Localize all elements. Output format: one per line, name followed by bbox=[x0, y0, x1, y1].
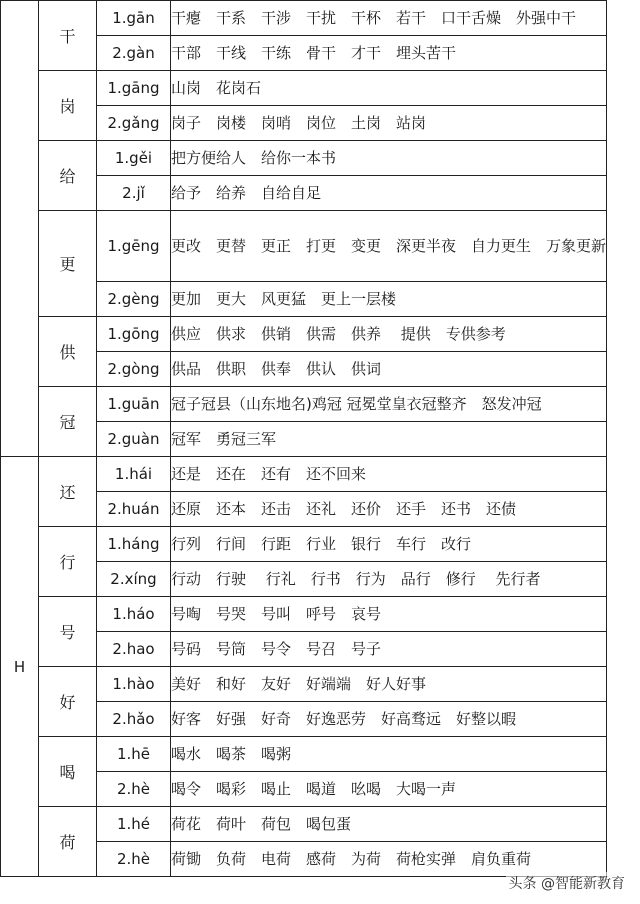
pinyin-reading: 2.hè bbox=[97, 842, 171, 877]
example-words: 供应 供求 供销 供需 供养 提供 专供参考 bbox=[171, 317, 607, 352]
example-words: 喝水 喝茶 喝粥 bbox=[171, 737, 607, 772]
pinyin-reading: 1.guān bbox=[97, 387, 171, 422]
pinyin-reading: 1.hái bbox=[97, 457, 171, 492]
watermark: 头条 @智能新教育 bbox=[506, 872, 628, 894]
example-words: 岗子 岗楼 岗哨 岗位 土岗 站岗 bbox=[171, 106, 607, 141]
polyphone-character: 供 bbox=[39, 317, 97, 387]
polyphone-character: 还 bbox=[39, 457, 97, 527]
example-words: 供品 供职 供奉 供认 供词 bbox=[171, 352, 607, 387]
pinyin-reading: 1.háo bbox=[97, 597, 171, 632]
pinyin-reading: 2.huán bbox=[97, 492, 171, 527]
example-words: 行动 行驶 行礼 行书 行为 品行 修行 先行者 bbox=[171, 562, 607, 597]
example-words: 干部 干线 干练 骨干 才干 埋头苦干 bbox=[171, 36, 607, 71]
pinyin-reading: 2.hè bbox=[97, 772, 171, 807]
pinyin-reading: 1.gěi bbox=[97, 141, 171, 176]
polyphone-character: 行 bbox=[39, 527, 97, 597]
pinyin-reading: 1.gēng bbox=[97, 211, 171, 282]
pinyin-reading: 2.jǐ bbox=[97, 176, 171, 211]
reading-row bbox=[1, 737, 607, 772]
example-words: 号啕 号哭 号叫 呼号 哀号 bbox=[171, 597, 607, 632]
example-words: 冠子冠县（山东地名)鸡冠 冠冕堂皇衣冠整齐 怒发冲冠 bbox=[171, 387, 607, 422]
polyphone-character: 喝 bbox=[39, 737, 97, 807]
reading-row bbox=[1, 597, 607, 632]
example-words: 荷锄 负荷 电荷 感荷 为荷 荷枪实弹 肩负重荷 bbox=[171, 842, 607, 877]
reading-row bbox=[1, 807, 607, 842]
polyphone-table-body bbox=[1, 1, 607, 877]
pinyin-reading: 1.hē bbox=[97, 737, 171, 772]
pinyin-reading: 1.gōng bbox=[97, 317, 171, 352]
example-words: 荷花 荷叶 荷包 喝包蛋 bbox=[171, 807, 607, 842]
polyphone-character: 更 bbox=[39, 211, 97, 317]
example-words: 好客 好强 好奇 好逸恶劳 好高骛远 好整以暇 bbox=[171, 702, 607, 737]
pinyin-reading: 2.guàn bbox=[97, 422, 171, 457]
polyphone-character: 给 bbox=[39, 141, 97, 211]
pinyin-reading: 2.gòng bbox=[97, 352, 171, 387]
reading-row bbox=[1, 141, 607, 176]
example-words: 还是 还在 还有 还不回来 bbox=[171, 457, 607, 492]
reading-row bbox=[1, 387, 607, 422]
pinyin-reading: 1.hào bbox=[97, 667, 171, 702]
example-words: 喝令 喝彩 喝止 喝道 吆喝 大喝一声 bbox=[171, 772, 607, 807]
example-words: 给予 给养 自给自足 bbox=[171, 176, 607, 211]
example-words: 冠军 勇冠三军 bbox=[171, 422, 607, 457]
reading-row bbox=[1, 71, 607, 106]
polyphone-character: 岗 bbox=[39, 71, 97, 141]
example-words: 更改 更替 更正 打更 变更 深更半夜 自力更生 万象更新 bbox=[171, 211, 607, 282]
polyphone-character: 荷 bbox=[39, 807, 97, 877]
section-letter bbox=[1, 1, 39, 457]
pinyin-reading: 2.xíng bbox=[97, 562, 171, 597]
pinyin-reading: 2.hao bbox=[97, 632, 171, 667]
example-words: 号码 号筒 号令 号召 号子 bbox=[171, 632, 607, 667]
polyphone-character: 号 bbox=[39, 597, 97, 667]
polyphone-character: 好 bbox=[39, 667, 97, 737]
reading-row bbox=[1, 211, 607, 282]
polyphone-character: 干 bbox=[39, 1, 97, 71]
pinyin-reading: 2.gǎng bbox=[97, 106, 171, 141]
pinyin-reading: 2.gèng bbox=[97, 282, 171, 317]
polyphone-character: 冠 bbox=[39, 387, 97, 457]
reading-row bbox=[1, 527, 607, 562]
reading-row bbox=[1, 667, 607, 702]
reading-row bbox=[1, 317, 607, 352]
pinyin-reading: 1.gāng bbox=[97, 71, 171, 106]
example-words: 更加 更大 风更猛 更上一层楼 bbox=[171, 282, 607, 317]
example-words: 行列 行间 行距 行业 银行 车行 改行 bbox=[171, 527, 607, 562]
pinyin-reading: 2.gàn bbox=[97, 36, 171, 71]
pinyin-reading: 2.hǎo bbox=[97, 702, 171, 737]
section-letter: H bbox=[1, 457, 39, 877]
pinyin-reading: 1.gān bbox=[97, 1, 171, 36]
example-words: 美好 和好 友好 好端端 好人好事 bbox=[171, 667, 607, 702]
example-words: 把方便给人 给你一本书 bbox=[171, 141, 607, 176]
reading-row bbox=[1, 457, 607, 492]
reading-row bbox=[1, 1, 607, 36]
example-words: 干瘪 干系 干涉 干扰 干杯 若干 口干舌燥 外强中干 bbox=[171, 1, 607, 36]
pinyin-reading: 1.hé bbox=[97, 807, 171, 842]
example-words: 山岗 花岗石 bbox=[171, 71, 607, 106]
pinyin-reading: 1.háng bbox=[97, 527, 171, 562]
example-words: 还原 还本 还击 还礼 还价 还手 还书 还债 bbox=[171, 492, 607, 527]
